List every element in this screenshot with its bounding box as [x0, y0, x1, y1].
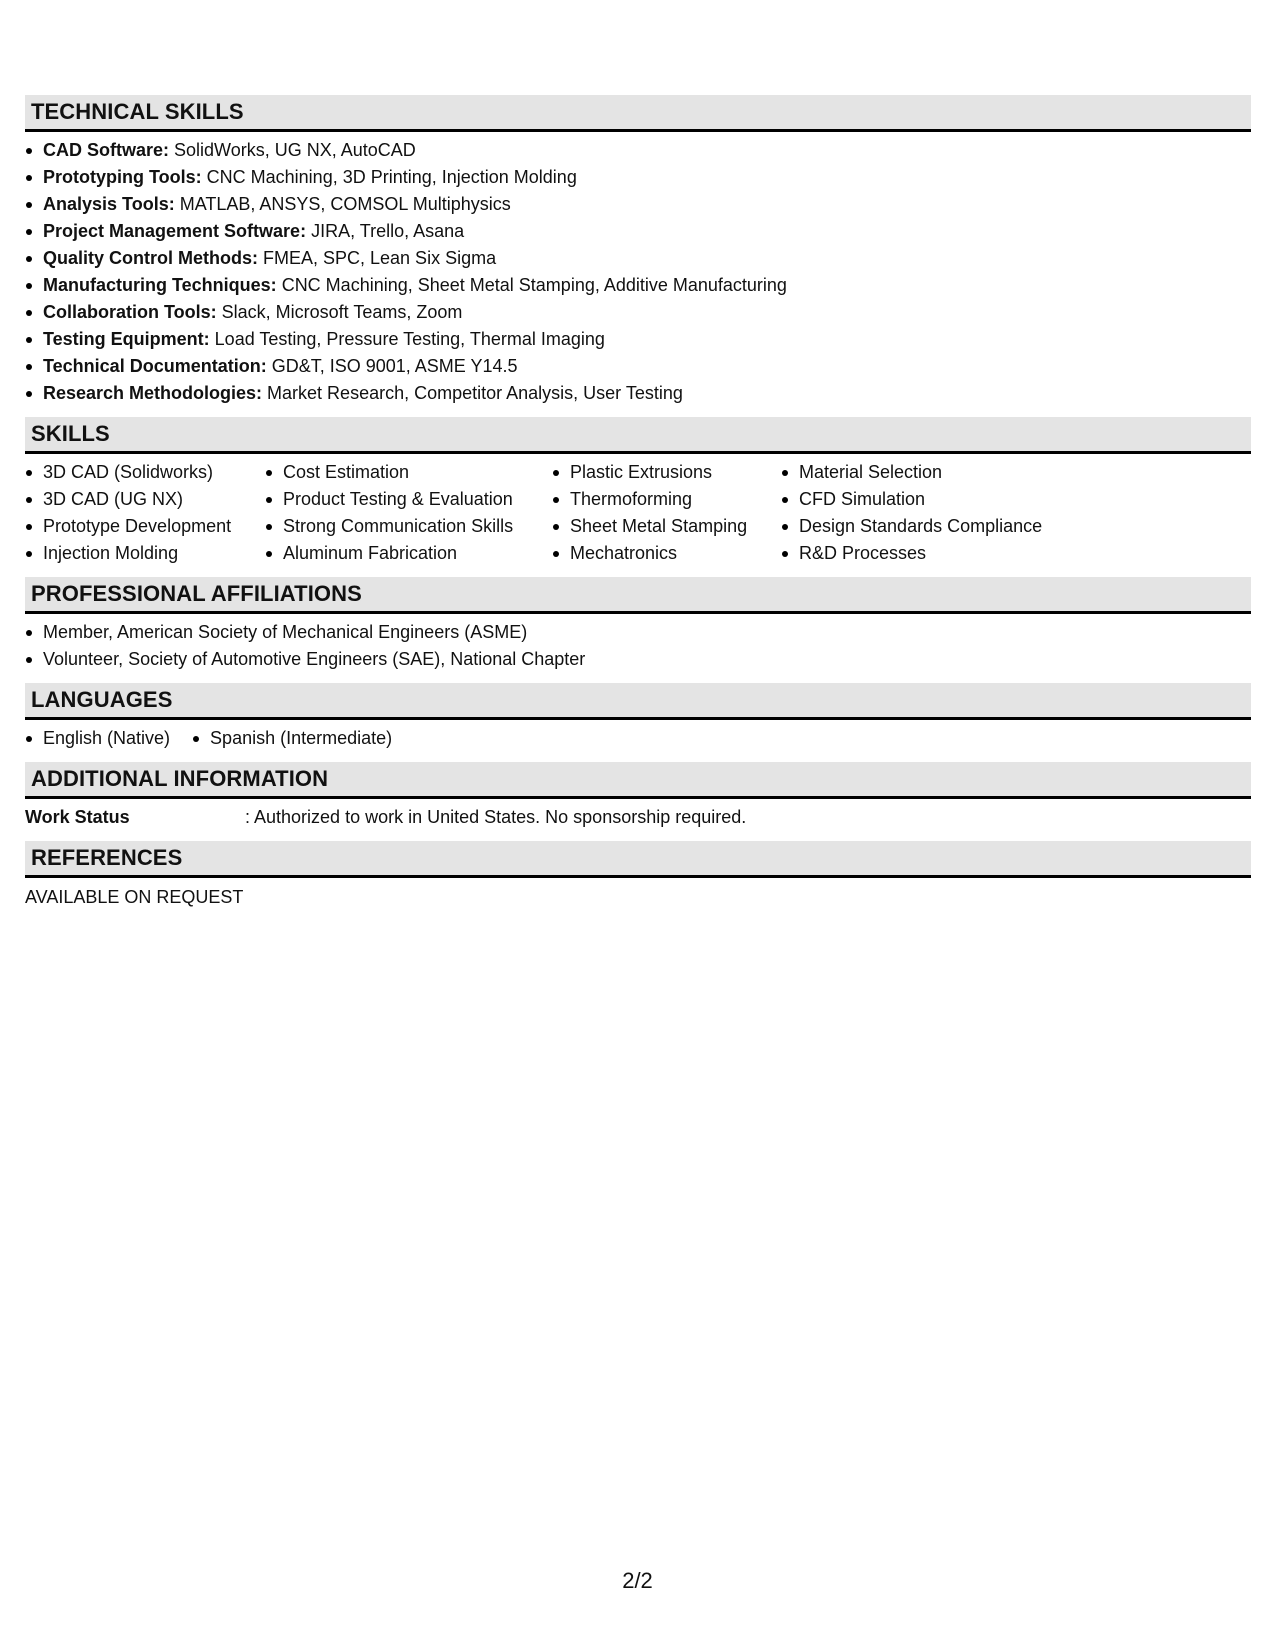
skill-item: Injection Molding: [25, 540, 265, 567]
skill-item: Cost Estimation: [265, 459, 552, 486]
language-item: English (Native): [25, 725, 170, 752]
affiliations-section: [25, 577, 1251, 673]
work-status-label: Work Status: [25, 807, 130, 827]
languages-list: [25, 725, 1251, 752]
additional-information-heading: ADDITIONAL INFORMATION: [25, 762, 1251, 799]
technical-skill-value: JIRA, Trello, Asana: [306, 221, 465, 241]
technical-skill-label: Technical Documentation:: [43, 356, 267, 376]
additional-information-section: [25, 762, 1251, 831]
technical-skill-label: Research Methodologies:: [43, 383, 263, 403]
technical-skill-value: CNC Machining, 3D Printing, Injection Molding: [201, 167, 577, 187]
technical-skill-value: Load Testing, Pressure Testing, Thermal Imaging: [209, 329, 605, 349]
technical-skill-value: FMEA, SPC, Lean Six Sigma: [258, 248, 497, 268]
skill-item: Strong Communication Skills: [265, 513, 552, 540]
skill-item: R&D Processes: [781, 540, 1081, 567]
technical-skill-item: [25, 137, 1251, 164]
technical-skill-label: Prototyping Tools:: [43, 167, 202, 187]
skill-item: Plastic Extrusions: [552, 459, 781, 486]
work-status-value: : Authorized to work in United States. No sponsorship required.: [245, 807, 747, 827]
technical-skill-item: [25, 299, 1251, 326]
language-item: Spanish (Intermediate): [192, 725, 392, 752]
languages-section: [25, 683, 1251, 752]
skills-column: [552, 459, 781, 567]
skill-item: Thermoforming: [552, 486, 781, 513]
technical-skill-value: MATLAB, ANSYS, COMSOL Multiphysics: [174, 194, 511, 214]
technical-skill-label: Project Management Software:: [43, 221, 307, 241]
affiliations-heading: PROFESSIONAL AFFILIATIONS: [25, 577, 1251, 614]
skills-column: [25, 459, 265, 567]
technical-skill-item: [25, 272, 1251, 299]
technical-skill-item: [25, 245, 1251, 272]
technical-skill-label: CAD Software:: [43, 140, 170, 160]
technical-skill-label: Testing Equipment:: [43, 329, 210, 349]
page-number: 2/2: [622, 1568, 653, 1593]
technical-skill-item: [25, 164, 1251, 191]
skills-grid: [25, 459, 1251, 567]
skill-item: Prototype Development: [25, 513, 265, 540]
affiliations-list: [25, 619, 1251, 673]
technical-skill-label: Quality Control Methods:: [43, 248, 258, 268]
skill-item: CFD Simulation: [781, 486, 1081, 513]
references-heading: REFERENCES: [25, 841, 1251, 878]
technical-skill-item: [25, 218, 1251, 245]
skill-item: Mechatronics: [552, 540, 781, 567]
skills-column: [781, 459, 1081, 567]
skill-item: 3D CAD (UG NX): [25, 486, 265, 513]
skill-item: Sheet Metal Stamping: [552, 513, 781, 540]
technical-skill-item: [25, 380, 1251, 407]
skills-column: [265, 459, 552, 567]
affiliation-item: Member, American Society of Mechanical Engineers (ASME): [25, 619, 1251, 646]
skill-item: 3D CAD (Solidworks): [25, 459, 265, 486]
languages-heading: LANGUAGES: [25, 683, 1251, 720]
technical-skill-item: [25, 353, 1251, 380]
skill-item: Product Testing & Evaluation: [265, 486, 552, 513]
skill-item: Aluminum Fabrication: [265, 540, 552, 567]
resume-page: [25, 95, 1251, 921]
technical-skill-item: [25, 191, 1251, 218]
affiliation-item: Volunteer, Society of Automotive Engineers (SAE), National Chapter: [25, 646, 1251, 673]
technical-skills-list: [25, 137, 1251, 407]
technical-skill-value: SolidWorks, UG NX, AutoCAD: [169, 140, 416, 160]
technical-skill-value: Market Research, Competitor Analysis, User Testing: [262, 383, 683, 403]
technical-skills-section: [25, 95, 1251, 407]
technical-skills-heading: TECHNICAL SKILLS: [25, 95, 1251, 132]
references-text: AVAILABLE ON REQUEST: [25, 887, 244, 907]
technical-skill-label: Manufacturing Techniques:: [43, 275, 277, 295]
skills-heading: SKILLS: [25, 417, 1251, 454]
technical-skill-value: GD&T, ISO 9001, ASME Y14.5: [266, 356, 518, 376]
skill-item: Design Standards Compliance: [781, 513, 1081, 540]
technical-skill-label: Collaboration Tools:: [43, 302, 217, 322]
skills-section: [25, 417, 1251, 567]
technical-skill-item: [25, 326, 1251, 353]
references-section: [25, 841, 1251, 911]
technical-skill-value: Slack, Microsoft Teams, Zoom: [216, 302, 463, 322]
work-status-row: [25, 804, 1251, 831]
skill-item: Material Selection: [781, 459, 1081, 486]
technical-skill-value: CNC Machining, Sheet Metal Stamping, Additive Manufacturing: [276, 275, 787, 295]
technical-skill-label: Analysis Tools:: [43, 194, 175, 214]
